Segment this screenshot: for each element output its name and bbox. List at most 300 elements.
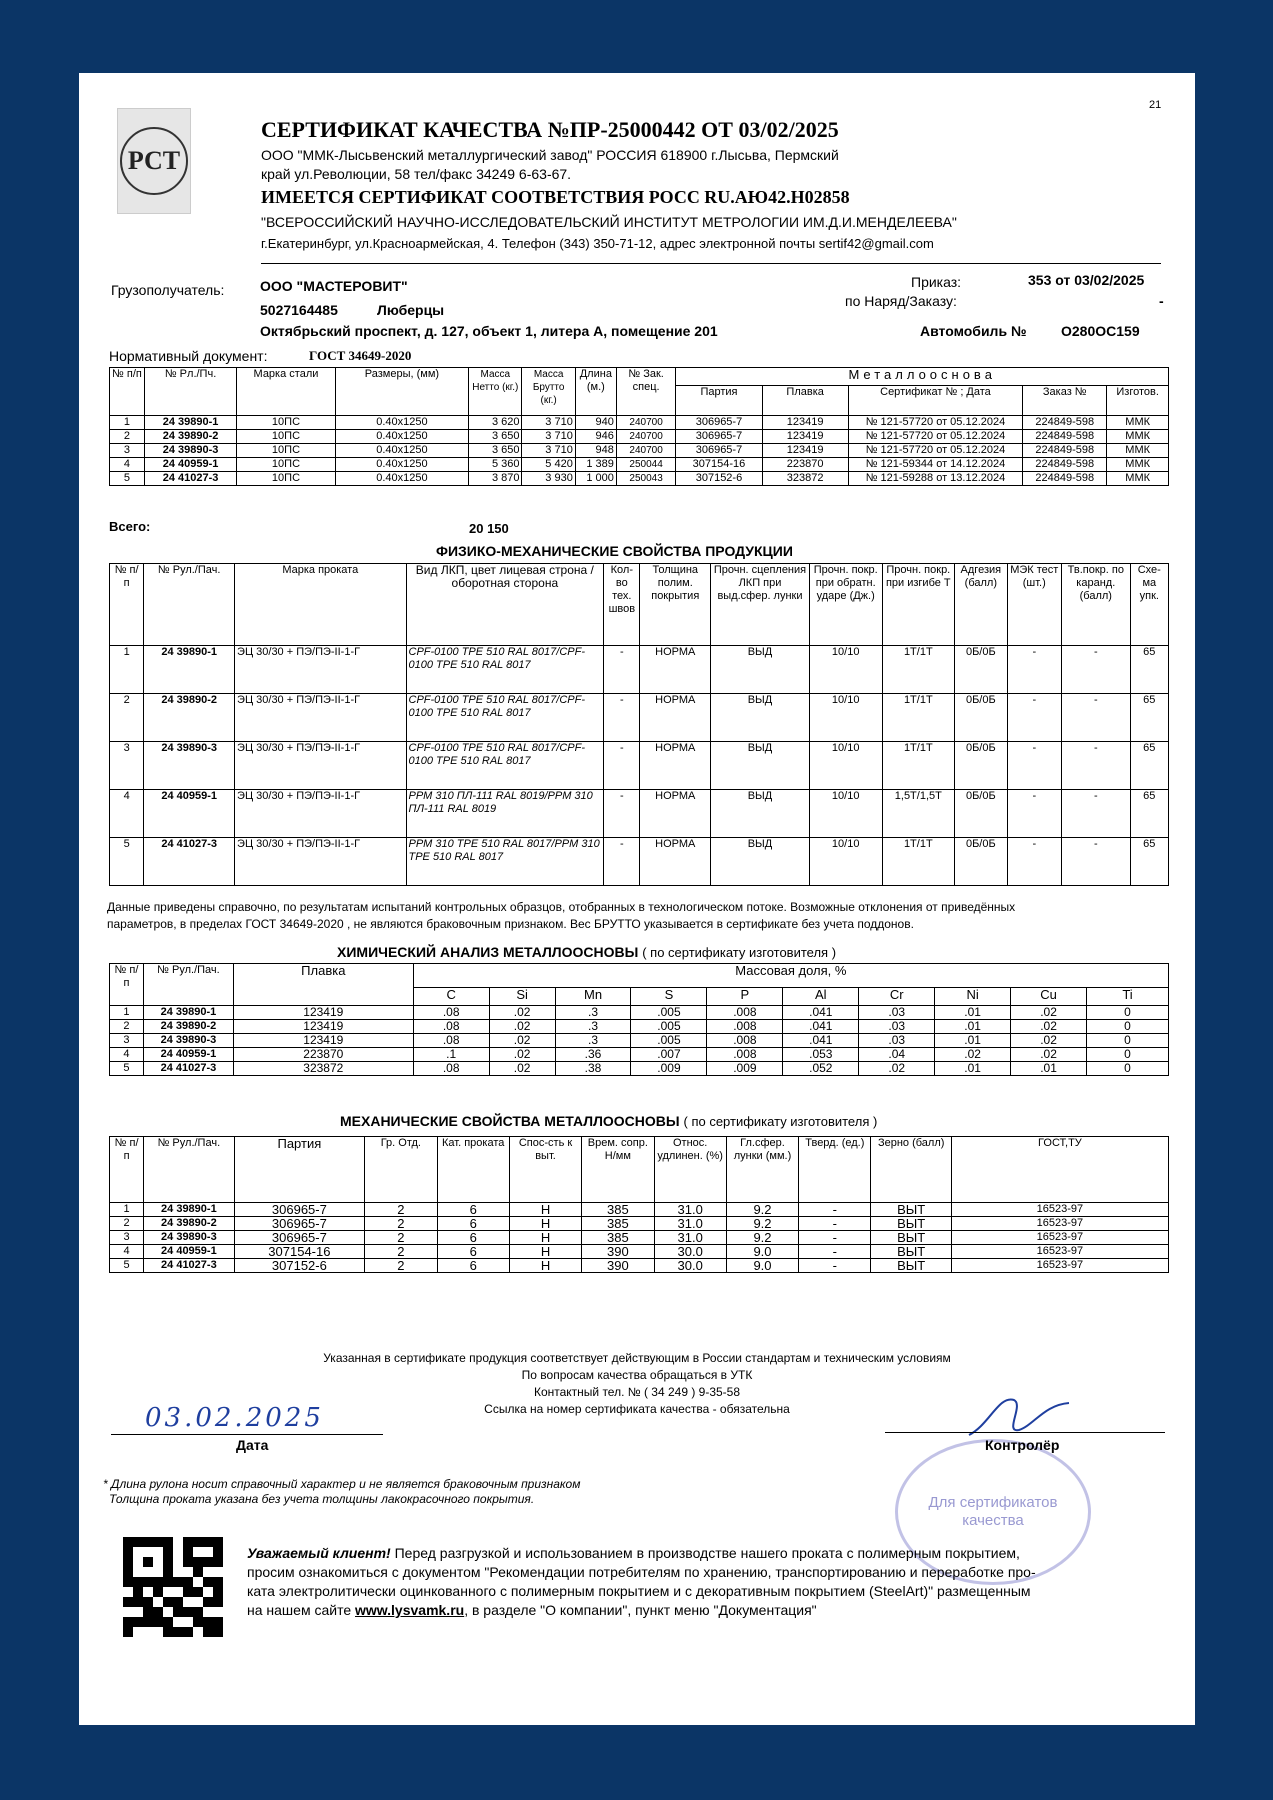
- qr-module: [193, 1557, 203, 1567]
- chem-table-cell: 0: [1087, 1034, 1169, 1048]
- main-header-cell: Марка стали: [237, 368, 336, 416]
- qr-module: [143, 1627, 153, 1637]
- chem-table-cell: .02: [489, 1020, 555, 1034]
- mech-table-cell: 16523-97: [951, 1245, 1168, 1259]
- qr-module: [123, 1597, 133, 1607]
- main-table-cell: 0.40x1250: [335, 444, 468, 458]
- qr-module: [163, 1607, 173, 1617]
- qr-module: [153, 1547, 163, 1557]
- chem-table-cell: .01: [935, 1062, 1011, 1076]
- qr-module: [173, 1577, 183, 1587]
- qr-module: [213, 1627, 223, 1637]
- mech-table-cell: 4: [110, 1245, 144, 1259]
- phys-table-cell: ЭЦ 30/30 + ПЭ/ПЭ-II-1-Г: [235, 742, 406, 790]
- mech-table-cell: 9.2: [726, 1203, 798, 1217]
- mech-header-cell: Партия: [234, 1137, 365, 1203]
- phys-header-cell: Схе-ма упк.: [1130, 564, 1168, 646]
- mech-table-cell: ВЫТ: [871, 1245, 951, 1259]
- qr-module: [213, 1547, 223, 1557]
- qr-module: [123, 1627, 133, 1637]
- mech-header-cell: Тверд. (ед.): [799, 1137, 871, 1203]
- qr-code[interactable]: [123, 1537, 223, 1637]
- main-table-cell: 307154-16: [676, 458, 762, 472]
- main-table-cell: № 121-57720 от 05.12.2024: [848, 444, 1022, 458]
- phys-table-row: [110, 646, 1169, 694]
- chem-table-cell: 123419: [233, 1006, 413, 1020]
- mech-table-cell: -: [799, 1231, 871, 1245]
- phys-table-row: [110, 742, 1169, 790]
- mech-table-cell: 6: [437, 1245, 509, 1259]
- mech-table-cell: 9.2: [726, 1231, 798, 1245]
- qr-module: [203, 1547, 213, 1557]
- phys-table-cell: -: [1007, 694, 1061, 742]
- phys-table-row: [110, 790, 1169, 838]
- phys-table-cell: -: [604, 838, 640, 886]
- chem-table-cell: 323872: [233, 1062, 413, 1076]
- phys-table-cell: 10/10: [809, 646, 882, 694]
- mech-table-cell: 306965-7: [234, 1203, 365, 1217]
- metal-header-cell: Плавка: [762, 386, 848, 416]
- main-table-cell: 240700: [616, 444, 676, 458]
- main-table-row: [110, 458, 1169, 472]
- main-table-cell: ММК: [1107, 416, 1169, 430]
- chem-table-cell: 123419: [233, 1020, 413, 1034]
- qr-module: [183, 1617, 193, 1627]
- qr-module: [203, 1567, 213, 1577]
- main-table-cell: ММК: [1107, 430, 1169, 444]
- qr-module: [213, 1567, 223, 1577]
- mech-header-cell: Гр. Отд.: [365, 1137, 437, 1203]
- mech-table-cell: 390: [582, 1259, 654, 1273]
- chem-table-cell: .008: [707, 1048, 783, 1062]
- chem-element-cell: P: [707, 988, 783, 1006]
- phys-table-cell: -: [1062, 646, 1131, 694]
- qr-module: [183, 1547, 193, 1557]
- chem-table-cell: .02: [1011, 1006, 1087, 1020]
- main-table-cell: 3 710: [522, 416, 575, 430]
- mech-table-cell: Н: [509, 1259, 581, 1273]
- phys-table-cell: CPF-0100 TPE 510 RAL 8017/CPF-0100 TPE 510 RAL 8017: [406, 646, 604, 694]
- metal-header-cell: Изготов.: [1107, 386, 1169, 416]
- phys-table-cell: 5: [110, 838, 144, 886]
- chem-table-cell: .009: [707, 1062, 783, 1076]
- mech-table-cell: 24 41027-3: [144, 1259, 234, 1273]
- mech-table-cell: 24 39890-3: [144, 1231, 234, 1245]
- mech-table-cell: 306965-7: [234, 1231, 365, 1245]
- main-table-cell: 123419: [762, 416, 848, 430]
- phys-table-cell: 24 41027-3: [144, 838, 235, 886]
- qr-module: [133, 1597, 143, 1607]
- phys-table-cell: -: [1062, 838, 1131, 886]
- qr-module: [203, 1587, 213, 1597]
- qr-module: [163, 1557, 173, 1567]
- phys-table-cell: 1Т/1Т: [882, 838, 955, 886]
- phys-table-cell: -: [1062, 694, 1131, 742]
- main-header-cell: Размеры, (мм): [335, 368, 468, 416]
- phys-table-cell: 1Т/1Т: [882, 694, 955, 742]
- norm-doc-label: Нормативный документ:: [109, 348, 268, 364]
- chem-table-cell: .01: [1011, 1062, 1087, 1076]
- mech-header-cell: Спос-сть к выт.: [509, 1137, 581, 1203]
- mech-header-cell: № Рул./Пач.: [144, 1137, 234, 1203]
- mech-table-cell: 16523-97: [951, 1217, 1168, 1231]
- phys-table-cell: ВЫД: [711, 742, 810, 790]
- phys-table-cell: 65: [1130, 742, 1168, 790]
- phys-table-cell: 0Б/0Б: [955, 742, 1007, 790]
- mech-table-cell: 9.0: [726, 1259, 798, 1273]
- mech-table-cell: -: [799, 1259, 871, 1273]
- main-table-cell: 123419: [762, 430, 848, 444]
- main-table-cell: 24 41027-3: [144, 472, 236, 486]
- mech-table-row: [110, 1203, 1169, 1217]
- mech-table-cell: 30.0: [654, 1245, 726, 1259]
- main-table-cell: 3 710: [522, 444, 575, 458]
- maker-line1: ООО "ММК-Лысьвенский металлургический завод" РОССИЯ 618900 г.Лысьва, Пермский: [261, 147, 839, 163]
- phys-table-cell: ЭЦ 30/30 + ПЭ/ПЭ-II-1-Г: [235, 646, 406, 694]
- chem-table-cell: 1: [110, 1006, 144, 1020]
- chem-table-cell: .02: [489, 1006, 555, 1020]
- main-table-cell: ММК: [1107, 472, 1169, 486]
- phys-table-cell: 65: [1130, 694, 1168, 742]
- footer-line3: Контактный тел. № ( 34 249 ) 9-35-58: [533, 1385, 741, 1399]
- chem-element-cell: Mn: [555, 988, 631, 1006]
- phys-header-cell: Адгезия (балл): [955, 564, 1007, 646]
- qr-module: [183, 1597, 193, 1607]
- chem-table-row: [110, 1034, 1169, 1048]
- mech-table-row: [110, 1217, 1169, 1231]
- mech-table-cell: 16523-97: [951, 1259, 1168, 1273]
- main-table-cell: 1 000: [575, 472, 616, 486]
- phys-table-cell: -: [1007, 790, 1061, 838]
- main-table-cell: 250043: [616, 472, 676, 486]
- mech-table-cell: Н: [509, 1217, 581, 1231]
- chem-table-cell: .041: [783, 1006, 859, 1020]
- phys-table-cell: 2: [110, 694, 144, 742]
- mech-table-cell: 1: [110, 1203, 144, 1217]
- footnote-2: Толщина проката указана без учета толщины лакокрасочного покрытия.: [109, 1492, 535, 1506]
- consignee-label: Грузополучатель:: [111, 282, 225, 298]
- main-header-cell: Длина (м.): [575, 368, 616, 416]
- qr-module: [133, 1547, 143, 1557]
- main-table-cell: 306965-7: [676, 416, 762, 430]
- mech-header-cell: Гл.сфер. лунки (мм.): [726, 1137, 798, 1203]
- phys-table-cell: НОРМА: [640, 646, 711, 694]
- main-table-cell: 940: [575, 416, 616, 430]
- phys-table-cell: 0Б/0Б: [955, 694, 1007, 742]
- chem-table-cell: .3: [555, 1006, 631, 1020]
- qr-module: [193, 1547, 203, 1557]
- qr-module: [213, 1537, 223, 1547]
- mech-title: МЕХАНИЧЕСКИЕ СВОЙСТВА МЕТАЛЛООСНОВЫ: [340, 1113, 680, 1129]
- qr-module: [183, 1557, 193, 1567]
- qr-module: [133, 1537, 143, 1547]
- qr-module: [173, 1557, 183, 1567]
- main-table-cell: 946: [575, 430, 616, 444]
- footnote-1: * Длина рулона носит справочный характер и не является браковочным признаком: [103, 1477, 581, 1491]
- chem-table-cell: .009: [631, 1062, 707, 1076]
- chem-table-cell: 24 39890-2: [143, 1020, 233, 1034]
- chem-header-cell: № п/п: [110, 964, 144, 1006]
- qr-module: [163, 1597, 173, 1607]
- phys-table-cell: 1,5Т/1,5Т: [882, 790, 955, 838]
- chem-table-cell: .02: [859, 1062, 935, 1076]
- qr-module: [123, 1617, 133, 1627]
- mech-table-cell: -: [799, 1203, 871, 1217]
- chem-table-cell: 4: [110, 1048, 144, 1062]
- mech-table-cell: 306965-7: [234, 1217, 365, 1231]
- chem-table-cell: .1: [413, 1048, 489, 1062]
- phys-table-cell: ВЫД: [711, 646, 810, 694]
- main-table-cell: 24 39890-3: [144, 444, 236, 458]
- main-table-cell: 306965-7: [676, 444, 762, 458]
- qr-module: [173, 1547, 183, 1557]
- chem-table-cell: .36: [555, 1048, 631, 1062]
- main-table-cell: 24 39890-1: [144, 416, 236, 430]
- certificate-title: СЕРТИФИКАТ КАЧЕСТВА №ПР-25000442 ОТ 03/02/2025: [261, 117, 839, 142]
- qr-module: [153, 1557, 163, 1567]
- certificate-page: [79, 73, 1195, 1725]
- qr-module: [173, 1567, 183, 1577]
- phys-note-line1: Данные приведены справочно, по результатам испытаний контрольных образцов, отобранных в технологическом потоке. Возможные отклонения от приведённых: [107, 900, 1016, 914]
- mech-table-cell: 9.2: [726, 1217, 798, 1231]
- qr-module: [123, 1587, 133, 1597]
- chem-table-row: [110, 1006, 1169, 1020]
- chem-table-cell: 0: [1087, 1048, 1169, 1062]
- chem-table-cell: .02: [935, 1048, 1011, 1062]
- mech-header-cell: ГОСТ,ТУ: [951, 1137, 1168, 1203]
- controller-signature: [959, 1385, 1079, 1445]
- mech-title-suffix: ( по сертификату изготовителя ): [683, 1114, 878, 1129]
- phys-note-line2: параметров, в пределах ГОСТ 34649-2020 , не являются браковочным признаком. Вес БРУТТО указывается в сертификате без учета поддонов.: [107, 917, 914, 931]
- mech-table-cell: 6: [437, 1203, 509, 1217]
- date-label: Дата: [236, 1437, 269, 1453]
- mech-table-cell: 2: [365, 1217, 437, 1231]
- qr-module: [143, 1567, 153, 1577]
- phys-table-cell: -: [1007, 838, 1061, 886]
- phys-table-cell: -: [1062, 742, 1131, 790]
- norm-doc-value: ГОСТ 34649-2020: [309, 348, 412, 363]
- total-value: 20 150: [469, 521, 509, 536]
- mech-table-row: [110, 1259, 1169, 1273]
- chem-table-cell: 123419: [233, 1034, 413, 1048]
- phys-header-cell: Прочн. покр. при обратн. ударе (Дж.): [809, 564, 882, 646]
- chem-table-row: [110, 1048, 1169, 1062]
- phys-header-cell: № Рул./Пач.: [144, 564, 235, 646]
- main-table-cell: 10ПС: [237, 444, 336, 458]
- footnotes: [103, 1477, 580, 1507]
- controller-line: [885, 1432, 1165, 1433]
- qr-module: [193, 1607, 203, 1617]
- phys-table-cell: 3: [110, 742, 144, 790]
- main-table-cell: ММК: [1107, 458, 1169, 472]
- main-table-cell: № 121-57720 от 05.12.2024: [848, 416, 1022, 430]
- qr-module: [193, 1627, 203, 1637]
- qr-module: [123, 1557, 133, 1567]
- main-header-cell: Масса Брутто (кг.): [522, 368, 575, 416]
- chem-table-cell: 223870: [233, 1048, 413, 1062]
- phys-header-cell: Прочн. покр. при изгибе Т: [882, 564, 955, 646]
- chem-table-cell: .008: [707, 1006, 783, 1020]
- mech-table-cell: 5: [110, 1259, 144, 1273]
- qr-module: [213, 1607, 223, 1617]
- main-table-cell: 24 39890-2: [144, 430, 236, 444]
- main-table-cell: 3 650: [469, 444, 522, 458]
- qr-module: [193, 1537, 203, 1547]
- main-table-cell: 3 930: [522, 472, 575, 486]
- qr-module: [183, 1537, 193, 1547]
- qr-module: [173, 1587, 183, 1597]
- qr-module: [183, 1567, 193, 1577]
- phys-table-cell: 0Б/0Б: [955, 646, 1007, 694]
- main-table-cell: № 121-59288 от 13.12.2024: [848, 472, 1022, 486]
- mech-header-cell: Относ. удлинен. (%): [654, 1137, 726, 1203]
- chem-table-cell: .08: [413, 1020, 489, 1034]
- client-line3: ката электролитически оцинкованного с полимерным покрытием и с декоративным покрытием (SteelArt)" размещенным: [247, 1583, 1031, 1599]
- main-table-cell: 3 870: [469, 472, 522, 486]
- phys-table-cell: PPM 310 TPE 510 RAL 8017/PPM 310 TPE 510 RAL 8017: [406, 838, 604, 886]
- phys-header-cell: Тв.покр. по каранд. (балл): [1062, 564, 1131, 646]
- mech-table-cell: 307152-6: [234, 1259, 365, 1273]
- phys-table-cell: 1Т/1Т: [882, 742, 955, 790]
- main-table-cell: 240700: [616, 430, 676, 444]
- main-table-cell: 307152-6: [676, 472, 762, 486]
- mech-table-cell: Н: [509, 1245, 581, 1259]
- main-table-cell: 240700: [616, 416, 676, 430]
- qr-module: [163, 1627, 173, 1637]
- phys-header-cell: Марка проката: [235, 564, 406, 646]
- mech-table: [109, 1136, 1169, 1273]
- mech-table-cell: 2: [365, 1245, 437, 1259]
- qr-module: [183, 1607, 193, 1617]
- qr-module: [153, 1627, 163, 1637]
- phys-table-cell: PPM 310 ПЛ-111 RAL 8019/PPM 310 ПЛ-111 RAL 8019: [406, 790, 604, 838]
- qr-module: [143, 1557, 153, 1567]
- qr-module: [153, 1597, 163, 1607]
- chem-table-cell: .052: [783, 1062, 859, 1076]
- chem-element-cell: Cu: [1011, 988, 1087, 1006]
- mech-table-cell: 2: [365, 1231, 437, 1245]
- rst-logo: [117, 108, 191, 214]
- main-table-cell: 2: [110, 430, 145, 444]
- main-table-cell: 224849-598: [1023, 430, 1107, 444]
- main-table-cell: 3: [110, 444, 145, 458]
- mech-title-group: [340, 1113, 877, 1129]
- total-label: Всего:: [109, 519, 151, 534]
- main-table-cell: 1: [110, 416, 145, 430]
- phys-table-cell: НОРМА: [640, 790, 711, 838]
- chem-table-cell: .008: [707, 1020, 783, 1034]
- qr-module: [133, 1557, 143, 1567]
- qr-module: [153, 1617, 163, 1627]
- site-link[interactable]: www.lysvamk.ru: [355, 1602, 465, 1618]
- main-table-cell: 306965-7: [676, 430, 762, 444]
- signature-stroke: [969, 1399, 1069, 1435]
- chem-element-cell: Si: [489, 988, 555, 1006]
- mech-table-cell: 390: [582, 1245, 654, 1259]
- qr-module: [213, 1577, 223, 1587]
- chem-table-cell: 0: [1087, 1020, 1169, 1034]
- main-table-cell: 3 620: [469, 416, 522, 430]
- main-table-cell: 10ПС: [237, 416, 336, 430]
- qr-module: [143, 1577, 153, 1587]
- chem-element-cell: S: [631, 988, 707, 1006]
- phys-table-cell: 24 40959-1: [144, 790, 235, 838]
- main-table-cell: 224849-598: [1023, 458, 1107, 472]
- stamp-text: Для сертификатов качества: [928, 1494, 1058, 1529]
- main-table-row: [110, 472, 1169, 486]
- chem-table-cell: .01: [935, 1006, 1011, 1020]
- phys-header-cell: Вид ЛКП, цвет лицевая строна / оборотная сторона: [406, 564, 604, 646]
- main-table-cell: 5: [110, 472, 145, 486]
- phys-header-cell: МЭК тест (шт.): [1007, 564, 1061, 646]
- qr-module: [213, 1617, 223, 1627]
- qr-module: [193, 1617, 203, 1627]
- mech-table-cell: 385: [582, 1217, 654, 1231]
- qr-module: [153, 1537, 163, 1547]
- metal-header-cell: Партия: [676, 386, 762, 416]
- metal-header-cell: Заказ №: [1023, 386, 1107, 416]
- phys-table-cell: 65: [1130, 790, 1168, 838]
- qr-module: [123, 1567, 133, 1577]
- qr-module: [203, 1537, 213, 1547]
- qr-module: [123, 1547, 133, 1557]
- phys-table-cell: -: [604, 790, 640, 838]
- main-table-cell: 123419: [762, 444, 848, 458]
- chem-element-cell: Al: [783, 988, 859, 1006]
- mech-table-cell: ВЫТ: [871, 1217, 951, 1231]
- mech-table-cell: 385: [582, 1203, 654, 1217]
- chem-table-cell: .3: [555, 1034, 631, 1048]
- main-table: [109, 367, 1169, 486]
- chem-table-cell: .01: [935, 1034, 1011, 1048]
- qr-module: [203, 1577, 213, 1587]
- qr-module: [163, 1537, 173, 1547]
- phys-table-cell: 24 39890-3: [144, 742, 235, 790]
- mech-table-cell: ВЫТ: [871, 1231, 951, 1245]
- main-table-cell: 224849-598: [1023, 416, 1107, 430]
- phys-title: ФИЗИКО-МЕХАНИЧЕСКИЕ СВОЙСТВА ПРОДУКЦИИ: [436, 543, 793, 559]
- phys-table-cell: 1: [110, 646, 144, 694]
- phys-table-cell: НОРМА: [640, 694, 711, 742]
- chem-table-row: [110, 1020, 1169, 1034]
- phys-table-cell: ЭЦ 30/30 + ПЭ/ПЭ-II-1-Г: [235, 694, 406, 742]
- auto-label: Автомобиль №: [920, 323, 1027, 339]
- chem-table-cell: .38: [555, 1062, 631, 1076]
- main-table-row: [110, 444, 1169, 458]
- mech-table-cell: ВЫТ: [871, 1259, 951, 1273]
- mech-table-cell: Н: [509, 1203, 581, 1217]
- naryad-label: по Наряд/Заказу:: [845, 293, 957, 309]
- qr-module: [213, 1597, 223, 1607]
- chem-table-cell: .007: [631, 1048, 707, 1062]
- qr-module: [153, 1607, 163, 1617]
- phys-table-cell: ЭЦ 30/30 + ПЭ/ПЭ-II-1-Г: [235, 790, 406, 838]
- qr-module: [123, 1537, 133, 1547]
- qr-module: [153, 1567, 163, 1577]
- chem-element-cell: Ti: [1087, 988, 1169, 1006]
- main-table-cell: 3 710: [522, 430, 575, 444]
- phys-table-cell: 0Б/0Б: [955, 838, 1007, 886]
- phys-table-cell: 24 39890-1: [144, 646, 235, 694]
- chem-table-cell: .03: [859, 1006, 935, 1020]
- phys-table-cell: ВЫД: [711, 790, 810, 838]
- main-table-cell: 250044: [616, 458, 676, 472]
- qr-module: [183, 1627, 193, 1637]
- phys-header-cell: Кол-во тех. швов: [604, 564, 640, 646]
- qr-module: [193, 1597, 203, 1607]
- chem-table-cell: 24 41027-3: [143, 1062, 233, 1076]
- phys-table-cell: 10/10: [809, 742, 882, 790]
